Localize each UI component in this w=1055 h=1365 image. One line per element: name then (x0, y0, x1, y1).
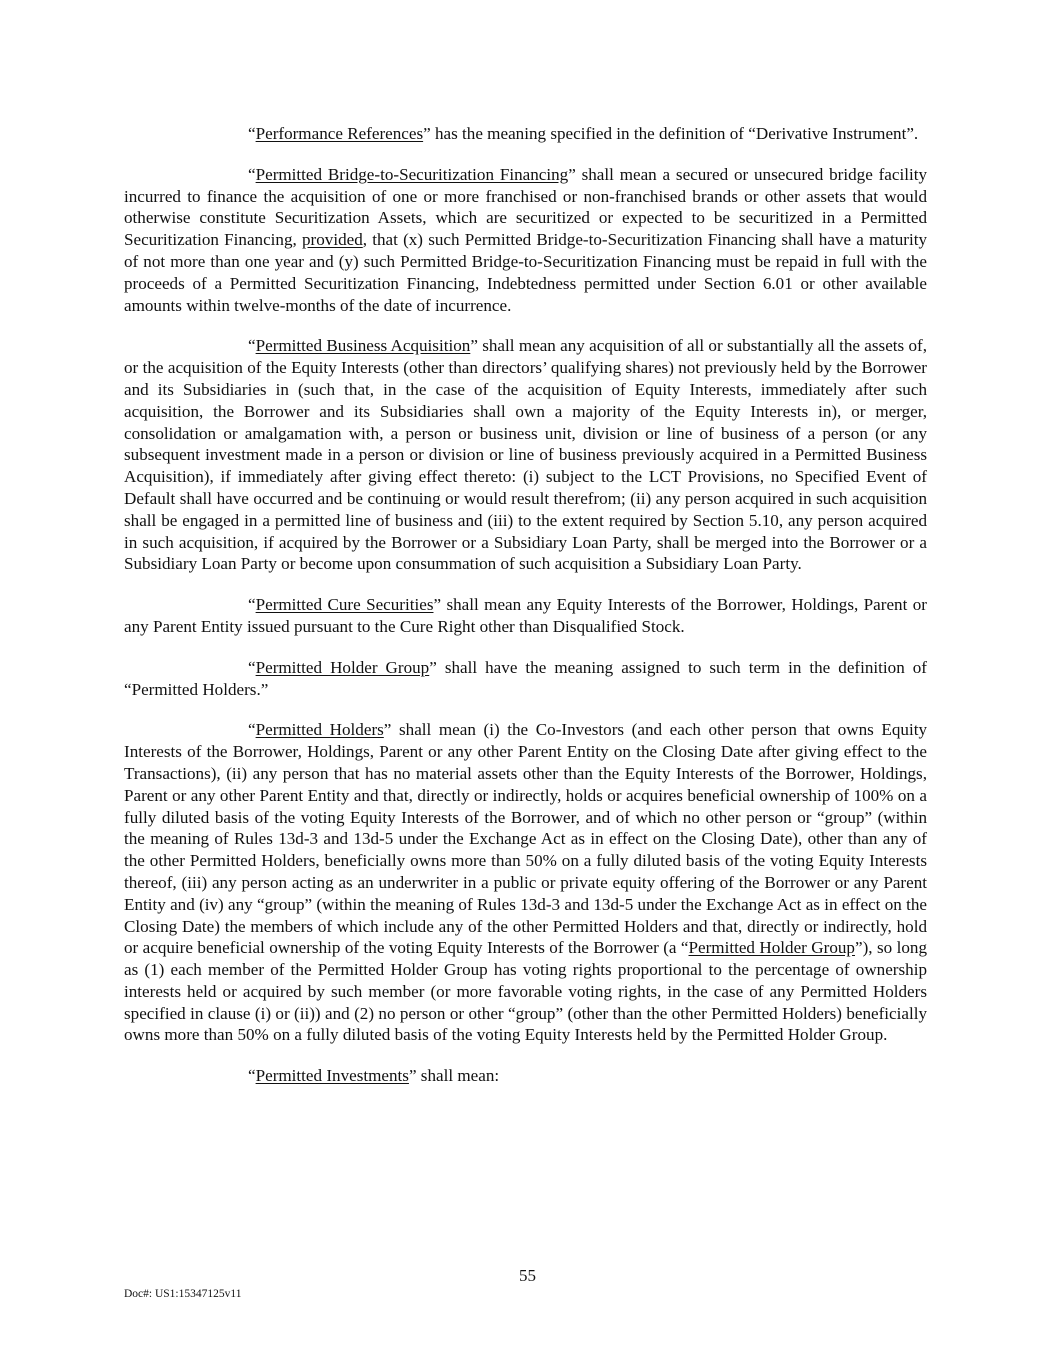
page-number: 55 (519, 1266, 536, 1285)
definition-text: ” shall mean (i) the Co-Investors (and each other person that owns Equity Interests of the Borrower, Holdings, Parent or any other Parent Entity on the Closing Date after giving effect to the Transactions), (ii) any person that has no material assets other than the Equity Interests of the Borrower, Holdings, Parent or any other Parent Entity and that, directly or indirectly, holds or acquires beneficial ownership of 100% on a fully diluted basis of the voting Equity Interests of the Borrower, and of which no other person or “group” (within the meaning of Rules 13d-3 and 13d-5 under the Exchange Act as in effect on the Closing Date), other than any of the other Permitted Holders, beneficially owns more than 50% on a fully diluted basis of the voting Equity Interests thereof, (iii) any person acting as an underwriter in a public or private equity offering of the Borrower or any Parent Entity and (iv) any “group” (within the meaning of Rules 13d-3 and 13d-5 under the Exchange Act as in effect on the Closing Date) the members of which include any of the other Permitted Holders and that, directly or indirectly, hold or acquire beneficial ownership of the voting Equity Interests of the Borrower (a “ (124, 720, 927, 958)
definition-text-continued: ”), so long as (1) each member of the Permitted Holder Group has voting rights proportional to the percentage of ownership interests held or acquired by such member (or more favorable voting rights, in the case of any Permitted Holders specified in clause (i) or (ii)) and (2) no person or other “group” (other than the other Permitted Holders) beneficially owns more than 50% on a fully diluted basis of the voting Equity Interests held by the Permitted Holder Group. (124, 938, 927, 1045)
definition-text: ” shall mean a secured or unsecured bridge facility incurred to finance the acquisition of one or more franchised or non-franchised brands or other assets that would otherwise constitute Securitization Assets, which are securitized or expected to be securitized in a Permitted Securitization Financing, (124, 164, 928, 250)
definition-permitted-investments (124, 1065, 927, 1087)
definition-text: ” shall mean: (408, 1066, 500, 1086)
definition-permitted-holders (124, 719, 927, 1046)
defined-term: Permitted Holder Group (255, 657, 430, 677)
definition-text: ” shall have the meaning assigned to such term in the definition of “Permitted Holders.” (124, 657, 927, 699)
provided-keyword: provided (301, 230, 363, 250)
defined-term: Permitted Business Acquisition (255, 336, 471, 356)
document-body (124, 123, 927, 1106)
definition-text: ” shall mean any Equity Interests of the Borrower, Holdings, Parent or any Parent Entity issued pursuant to the Cure Right other than Disqualified Stock. (124, 595, 927, 636)
document-id: Doc#: US1:15347125v11 (124, 1288, 242, 1300)
open-quote: “ (248, 336, 256, 356)
open-quote: “ (248, 164, 256, 184)
open-quote: “ (248, 720, 256, 740)
open-quote: “ (248, 595, 256, 615)
open-quote: “ (248, 657, 256, 677)
defined-term: Permitted Investments (255, 1066, 409, 1086)
defined-term: Permitted Cure Securities (255, 595, 434, 615)
permitted-holder-group-term: Permitted Holder Group (688, 938, 855, 958)
definition-text: ” has the meaning specified in the definition of “Derivative Instrument”. (423, 124, 919, 143)
defined-term: Permitted Bridge-to-Securitization Financing (255, 164, 569, 184)
defined-term: Permitted Holders (255, 720, 384, 740)
definition-permitted-business-acquisition (124, 335, 927, 575)
definition-permitted-cure-securities (124, 594, 927, 638)
open-quote: “ (248, 124, 256, 143)
open-quote: “ (248, 1066, 256, 1086)
definition-permitted-holder-group (124, 657, 927, 701)
definition-permitted-bridge-to-securitization-financing (124, 164, 927, 317)
defined-term: Performance References (255, 124, 424, 143)
definition-text: ” shall mean any acquisition of all or substantially all the assets of, or the acquisition of the Equity Interests (other than directors’ qualifying shares) not previously held by the Borrower and its Subsidiaries in (such that, in the case of the acquisition of Equity Interests, immediately after such acquisition, the Borrower and its Subsidiaries shall own a majority of the Equity Interests in), or merger, consolidation or amalgamation with, a person or business unit, division or line of business of a person (or any subsequent investment made in a person or division or line of business previously acquired in a Permitted Business Acquisition), if immediately after giving effect thereto: (i) subject to the LCT Provisions, no Specified Event of Default shall have occurred and be continuing or would result therefrom; (ii) any person acquired in such acquisition shall be engaged in a permitted line of business and (iii) to the extent required by Section 5.10, any person acquired in such acquisition, if acquired by the Borrower or a Subsidiary Loan Party, shall be merged into the Borrower or a Subsidiary Loan Party or become upon consummation of such acquisition a Subsidiary Loan Party. (124, 336, 928, 574)
definition-performance-references (124, 123, 927, 145)
definition-text-continued: , that (x) such Permitted Bridge-to-Securitization Financing shall have a maturity of not more than one year and (y) such Permitted Bridge-to-Securitization Financing must be repaid in full with the proceeds of a Permitted Securitization Financing, Indebtedness permitted under Section 6.01 or other available amounts within twelve-months of the date of incurrence. (124, 230, 927, 315)
